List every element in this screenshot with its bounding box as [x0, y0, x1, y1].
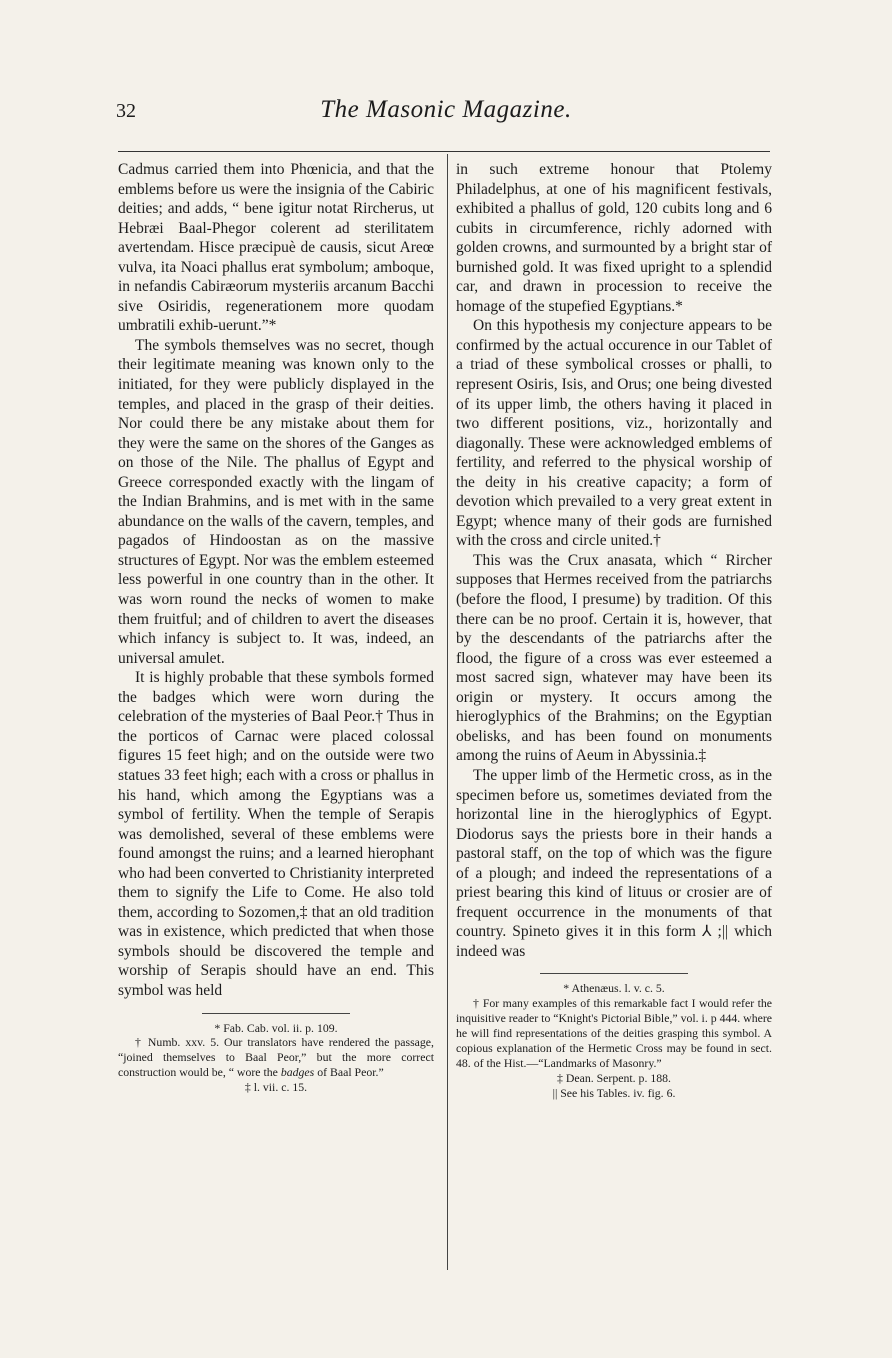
- left-footnote-1: * Fab. Cab. vol. ii. p. 109.: [214, 1020, 338, 1035]
- left-paragraph-3: It is highly probable that these symbols formed the badges which were worn during the celebration of the mysteries of Baal Peor.† Thus in the porticos of Carnac were placed colossal figures 15 feet high; and on the outside were two statues 33 feet high; each with a cross or phallus in his hand, which among the Egyptians was a symbol of fertility. When the temple of Serapis was demolished, several of these emblems were found amongst the ruins; and a learned hierophant who had been converted to Christianity interpreted them to signify the Life to Come. He also told them, according to Sozomen,‡ that an old tradition was in existence, which predicted that when those symbols should be discovered the temple and worship of Serapis should have an end. This symbol was held: [118, 669, 434, 999]
- right-paragraph-2: On this hypothesis my conjecture appears to be confirmed by the actual occurence in our Tablet of a triad of these symbolical crosses or phalli, to represent Osiris, Isis, and Orus; one being divested of its upper limb, the others having it placed in two different positions, viz., horizontally and diagonally. These were acknowledged emblems of fertility, and referred to the physical worship of the deity in his creative capacity; a form of devotion which prevailed to a very great extent in Egypt; whence many of their gods are furnished with the cross and circle united.†: [456, 317, 772, 550]
- header-rule: [118, 151, 770, 152]
- page-number: 32: [116, 100, 136, 122]
- left-footnote-2-end: of Baal Peor.”: [314, 1065, 384, 1080]
- left-footnote-2-italic: badges: [280, 1065, 315, 1080]
- right-footnote-1: * Athenæus. l. v. c. 5.: [563, 981, 665, 996]
- running-title: The Masonic Magazine.: [320, 96, 572, 123]
- right-column: [456, 160, 772, 1101]
- footnote-rule: [202, 1013, 350, 1014]
- footnote-rule: [540, 973, 688, 974]
- right-paragraph-3: This was the Crux anasata, which “ Rircher supposes that Hermes received from the patriarchs (before the flood, I presume) by tradition. Of this there can be no proof. Certain it is, however, that by the descendants of the patriarchs after the flood, the figure of a cross was ever esteemed a most sacred sign, whatever may have been its origin or mystery. It occurs among the hieroglyphics of the Brahmins; on the Egyptian obelisks, and has been found on monuments among the ruins of Aeum in Abyssinia.‡: [456, 551, 772, 765]
- column-divider: [447, 154, 448, 1270]
- left-footnote-2-text: † Numb. xxv. 5. Our translators have rendered the passage, “joined themselves to Baal Peor,” but the more correct construction would be, “ wore the: [118, 1035, 434, 1080]
- left-paragraph-1: Cadmus carried them into Phœnicia, and that the emblems before us were the insignia of the Cabiric deities; and adds, “ bene igitur notat Rircherus, ut Hebræi Baal-Phegor colerent ad sterilitatem avertendam. Hisce præcipuè de causis, sicut Areœ vulva, ita Noaci phallus erat symbolum; amboque, in nefandis Cabiræorum mysteriis arcanum Bacchi sive Osiridis, regenerationem more quodam umbratili exhib-uerunt.”*: [118, 161, 434, 335]
- right-footnote-4: || See his Tables. iv. fig. 6.: [552, 1085, 676, 1100]
- right-paragraph-4: The upper limb of the Hermetic cross, as in the specimen before us, sometimes deviated from the horizontal line in the hieroglyphics of Egypt. Diodorus says the priests bore in their hands a pastoral staff, on the top of which was the figure of a plough; and indeed the representations of a priest bearing this kind of lituus or crosier are of frequent occurrence in the monuments of that country. Spineto gives it in this form ⅄ ;|| which indeed was: [456, 766, 772, 960]
- left-footnote-3: ‡ l. vii. c. 15.: [244, 1080, 308, 1095]
- right-footnote-2: † For many examples of this remarkable fact I would refer the inquisitive reader to “Knight's Pictorial Bible,” vol. i. p 444. where he will find representations of the deities grasping this symbol. A copious explanation of the Hermetic Cross may be found in sect. 48. of the Hist.—“Landmarks of Masonry.”: [456, 996, 772, 1070]
- left-paragraph-2: The symbols themselves was no secret, though their legitimate meaning was known only to the initiated, for they were publicly displayed in the temples, and placed in the grasp of their deities. Nor could there be any mistake about them for they were the same on the shores of the Ganges as on those of the Nile. The phallus of Egypt and Greece corresponded exactly with the lingam of the Indian Brahmins, and is met with in the same abundance on the walls of the cavern, temples, and pagados of Hindoostan as on the massive structures of Egypt. Nor was the emblem esteemed less powerful in one country than in the other. It was worn round the necks of women to make them fruitful; and of children to avert the diseases which infancy is subject to. It was, indeed, an universal amulet.: [118, 336, 434, 667]
- left-column: [118, 160, 434, 1095]
- right-footnote-3: ‡ Dean. Serpent. p. 188.: [556, 1070, 671, 1085]
- left-footnote-2: [118, 1035, 434, 1080]
- right-paragraph-1: in such extreme honour that Ptolemy Philadelphus, at one of his magnificent festivals, exhibited a phallus of gold, 120 cubits long and 6 cubits in circumference, richly adorned with golden crowns, and surmounted by a bright star of burnished gold. It was fixed upright to a splendid car, and drawn in procession to receive the homage of the stupefied Egyptians.*: [456, 161, 772, 315]
